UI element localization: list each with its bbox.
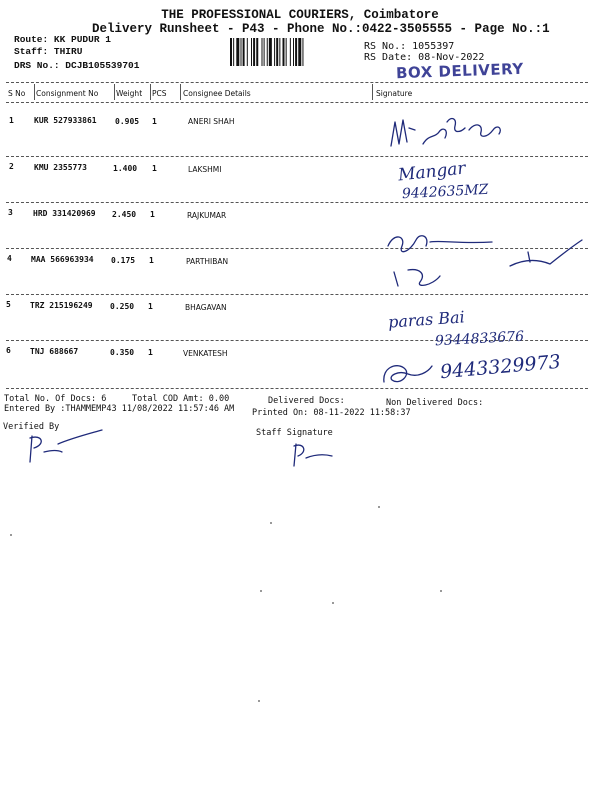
- table-row-pcs: 1: [152, 164, 157, 173]
- table-row-sno: 2: [9, 162, 14, 171]
- col-header-consignment: Consignment No: [36, 89, 99, 98]
- signature-row-2-phone: 9442635MZ: [401, 181, 489, 203]
- table-row-weight: 1.400: [113, 164, 138, 173]
- col-header-consignee: Consignee Details: [183, 89, 251, 98]
- drs-number: DRS No.: DCJB105539701: [14, 60, 140, 71]
- table-row-pcs: 1: [150, 210, 155, 219]
- table-row-weight: 0.350: [110, 348, 135, 357]
- col-header-weight: Weight: [116, 89, 143, 98]
- barcode-icon: [230, 38, 358, 66]
- table-row-consignee: VENKATESH: [183, 349, 228, 358]
- staff-signature-icon: [288, 440, 338, 470]
- table-row-pcs: 1: [148, 348, 153, 357]
- table-row-sno: 4: [7, 254, 12, 263]
- table-row-consignee: RAJKUMAR: [187, 211, 227, 220]
- signature-row-6-phone: 9443329973: [439, 350, 562, 384]
- table-row-consignee: PARTHIBAN: [186, 257, 229, 266]
- table-row-consignment: HRD 331420969: [33, 209, 96, 218]
- table-row-consignment: TNJ 688667: [30, 347, 79, 356]
- signature-row-5-phone: 9344833676: [434, 328, 525, 350]
- delivered-docs: Delivered Docs:: [268, 396, 345, 406]
- rs-date: RS Date: 08-Nov-2022: [364, 52, 485, 63]
- box-delivery-stamp: BOX DELIVERY: [395, 59, 525, 83]
- table-row-weight: 0.250: [110, 302, 135, 311]
- staff-signature-label: Staff Signature: [256, 428, 333, 438]
- table-row-sno: 5: [6, 300, 11, 309]
- table-row-sno: 1: [9, 116, 14, 125]
- table-row-sno: 6: [6, 346, 11, 355]
- rs-number: RS No.: 1055397: [364, 41, 455, 52]
- table-row-pcs: 1: [152, 117, 157, 126]
- col-header-signature: Signature: [376, 89, 413, 98]
- table-row-pcs: 1: [148, 302, 153, 311]
- company-title: THE PROFESSIONAL COURIERS, Coimbatore: [161, 8, 439, 22]
- table-row-consignee: ANERI SHAH: [188, 117, 235, 126]
- verified-signature-icon: [22, 426, 112, 466]
- verified-by-label: Verified By: [3, 422, 60, 432]
- table-row-weight: 0.175: [111, 256, 136, 265]
- table-row-consignee: LAKSHMI: [188, 165, 222, 174]
- signature-row-3-4-icon: [380, 222, 590, 292]
- signature-row-1-icon: [385, 108, 515, 158]
- signature-row-5-name: paras Bai: [387, 307, 466, 332]
- col-header-sno: S No: [8, 89, 26, 98]
- table-row-pcs: 1: [149, 256, 154, 265]
- col-header-pcs: PCS: [152, 89, 167, 98]
- non-delivered-docs: Non Delivered Docs:: [386, 398, 484, 408]
- runsheet-subtitle: Delivery Runsheet - P43 - Phone No.:0422-3505555 - Page No.:1: [92, 22, 550, 36]
- table-row-consignee: BHAGAVAN: [185, 303, 227, 312]
- table-row-weight: 0.905: [115, 117, 140, 126]
- signature-row-2-name: Mangar: [397, 158, 467, 186]
- total-cod-amount: Total COD Amt: 0.00: [132, 394, 230, 404]
- signature-row-6-icon: [378, 356, 438, 392]
- table-row-consignment: KUR 527933861: [34, 116, 97, 125]
- route-label: Route: KK PUDUR 1: [14, 34, 111, 45]
- table-row-weight: 2.450: [112, 210, 137, 219]
- staff-label: Staff: THIRU: [14, 46, 83, 57]
- entered-by: Entered By :THAMMEMP43 11/08/2022 11:57:46 AM: [4, 404, 235, 414]
- table-row-consignment: TRZ 215196249: [30, 301, 93, 310]
- table-row-consignment: KMU 2355773: [34, 163, 87, 172]
- table-row-sno: 3: [8, 208, 13, 217]
- table-row-consignment: MAA 566963934: [31, 255, 94, 264]
- total-docs: Total No. Of Docs: 6: [4, 394, 107, 404]
- printed-on: Printed On: 08-11-2022 11:58:37: [252, 408, 411, 418]
